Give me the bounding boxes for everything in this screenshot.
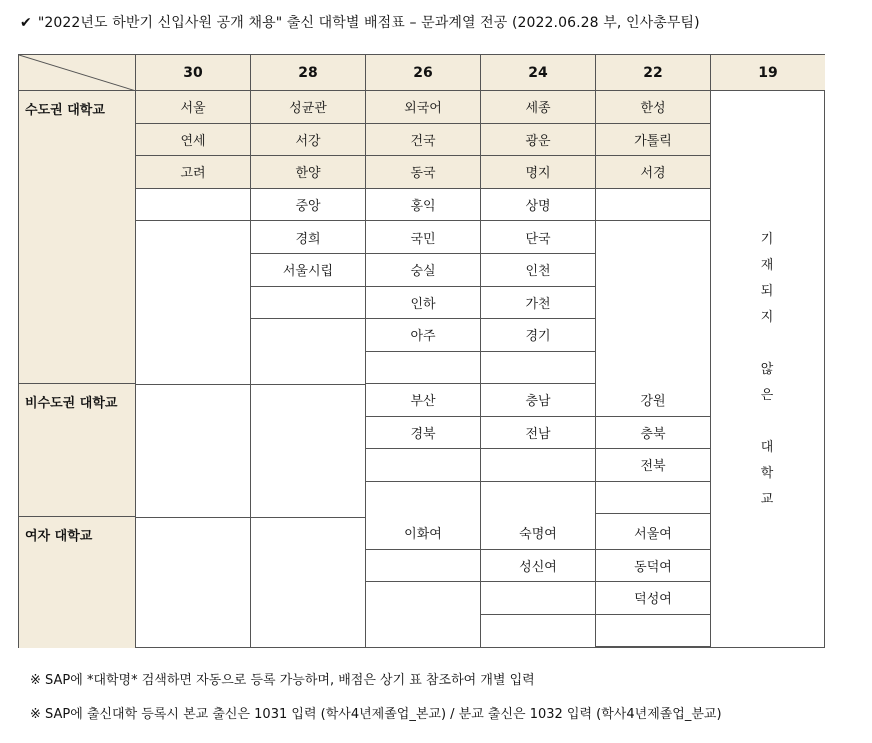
university-cell: 국민 [366, 221, 480, 254]
university-cell: 성신여 [481, 550, 595, 583]
vertical-char: 교 [760, 491, 774, 507]
empty-cell [481, 449, 595, 482]
empty-cell [251, 287, 365, 320]
university-cell: 서울여 [596, 517, 710, 550]
vertical-char [765, 409, 769, 435]
diagonal-line [19, 55, 136, 91]
table-corner [19, 55, 136, 91]
empty-cell [596, 189, 710, 222]
score-header-19: 19 [711, 55, 825, 91]
vertical-char: 않 [760, 361, 774, 377]
university-cell: 전북 [596, 449, 710, 482]
title-text: "2022년도 하반기 신입사원 공개 채용" 출신 대학별 배점표 – 문과계열 전공 (2022.06.28 부, 인사총무팀) [37, 15, 700, 31]
university-cell: 동국 [366, 156, 480, 189]
university-cell: 세종 [481, 91, 595, 124]
university-cell: 숙명여 [481, 517, 595, 550]
university-cell: 고려 [136, 156, 250, 189]
university-cell: 상명 [481, 189, 595, 222]
university-cell: 강원 [596, 384, 710, 417]
note-1: ※ SAP에 *대학명* 검색하면 자동으로 등록 가능하며, 배점은 상기 표 참조하여 개별 입력 [30, 673, 535, 688]
score-table [18, 54, 825, 648]
empty-cell [366, 550, 480, 583]
empty-cell [596, 615, 710, 648]
score-header-24: 24 [481, 55, 596, 91]
vertical-char: 기 [760, 231, 774, 247]
empty-cell [481, 352, 595, 385]
score-header-26: 26 [366, 55, 481, 91]
empty-cell [366, 352, 480, 385]
university-cell: 한성 [596, 91, 710, 124]
university-cell: 한양 [251, 156, 365, 189]
university-cell: 서울시립 [251, 254, 365, 287]
university-cell: 건국 [366, 124, 480, 157]
university-cell: 서울 [136, 91, 250, 124]
empty-cell [366, 449, 480, 482]
score-header-28: 28 [251, 55, 366, 91]
university-cell: 외국어 [366, 91, 480, 124]
university-cell: 충남 [481, 384, 595, 417]
university-cell: 중앙 [251, 189, 365, 222]
university-cell: 인천 [481, 254, 595, 287]
university-cell: 전남 [481, 417, 595, 450]
university-cell: 가톨릭 [596, 124, 710, 157]
university-cell: 인하 [366, 287, 480, 320]
university-cell: 부산 [366, 384, 480, 417]
university-cell: 단국 [481, 221, 595, 254]
university-cell: 광운 [481, 124, 595, 157]
score-header-30: 30 [136, 55, 251, 91]
university-cell: 가천 [481, 287, 595, 320]
university-cell: 성균관 [251, 91, 365, 124]
university-cell: 경북 [366, 417, 480, 450]
empty-cell [596, 482, 710, 515]
university-cell: 연세 [136, 124, 250, 157]
empty-cell [136, 189, 250, 222]
university-cell: 숭실 [366, 254, 480, 287]
vertical-char: 되 [760, 283, 774, 299]
category-noncapital: 비수도권 대학교 [19, 384, 136, 517]
university-cell: 아주 [366, 319, 480, 352]
vertical-char: 재 [760, 257, 774, 273]
note-2: ※ SAP에 출신대학 등록시 본교 출신은 1031 입력 (학사4년제졸업_본교) / 분교 출신은 1032 입력 (학사4년제졸업_분교) [30, 707, 722, 722]
category-capital: 수도권 대학교 [19, 91, 136, 384]
empty-cell [481, 582, 595, 615]
page-title [20, 12, 700, 32]
unlisted-universities-note [709, 91, 825, 648]
vertical-char: 대 [760, 439, 774, 455]
score-header-22: 22 [596, 55, 711, 91]
university-cell: 경희 [251, 221, 365, 254]
vertical-char: 지 [760, 309, 774, 325]
university-cell: 덕성여 [596, 582, 710, 615]
university-cell: 홍익 [366, 189, 480, 222]
category-women: 여자 대학교 [19, 517, 136, 648]
university-cell: 명지 [481, 156, 595, 189]
university-cell: 동덕여 [596, 550, 710, 583]
vertical-char: 학 [760, 465, 774, 481]
university-cell: 서강 [251, 124, 365, 157]
university-cell: 서경 [596, 156, 710, 189]
vertical-char: 은 [760, 387, 774, 403]
checkmark-icon: ✔ [20, 15, 32, 31]
vertical-char [765, 331, 769, 357]
university-cell: 경기 [481, 319, 595, 352]
university-cell: 충북 [596, 417, 710, 450]
university-cell: 이화여 [366, 517, 480, 550]
